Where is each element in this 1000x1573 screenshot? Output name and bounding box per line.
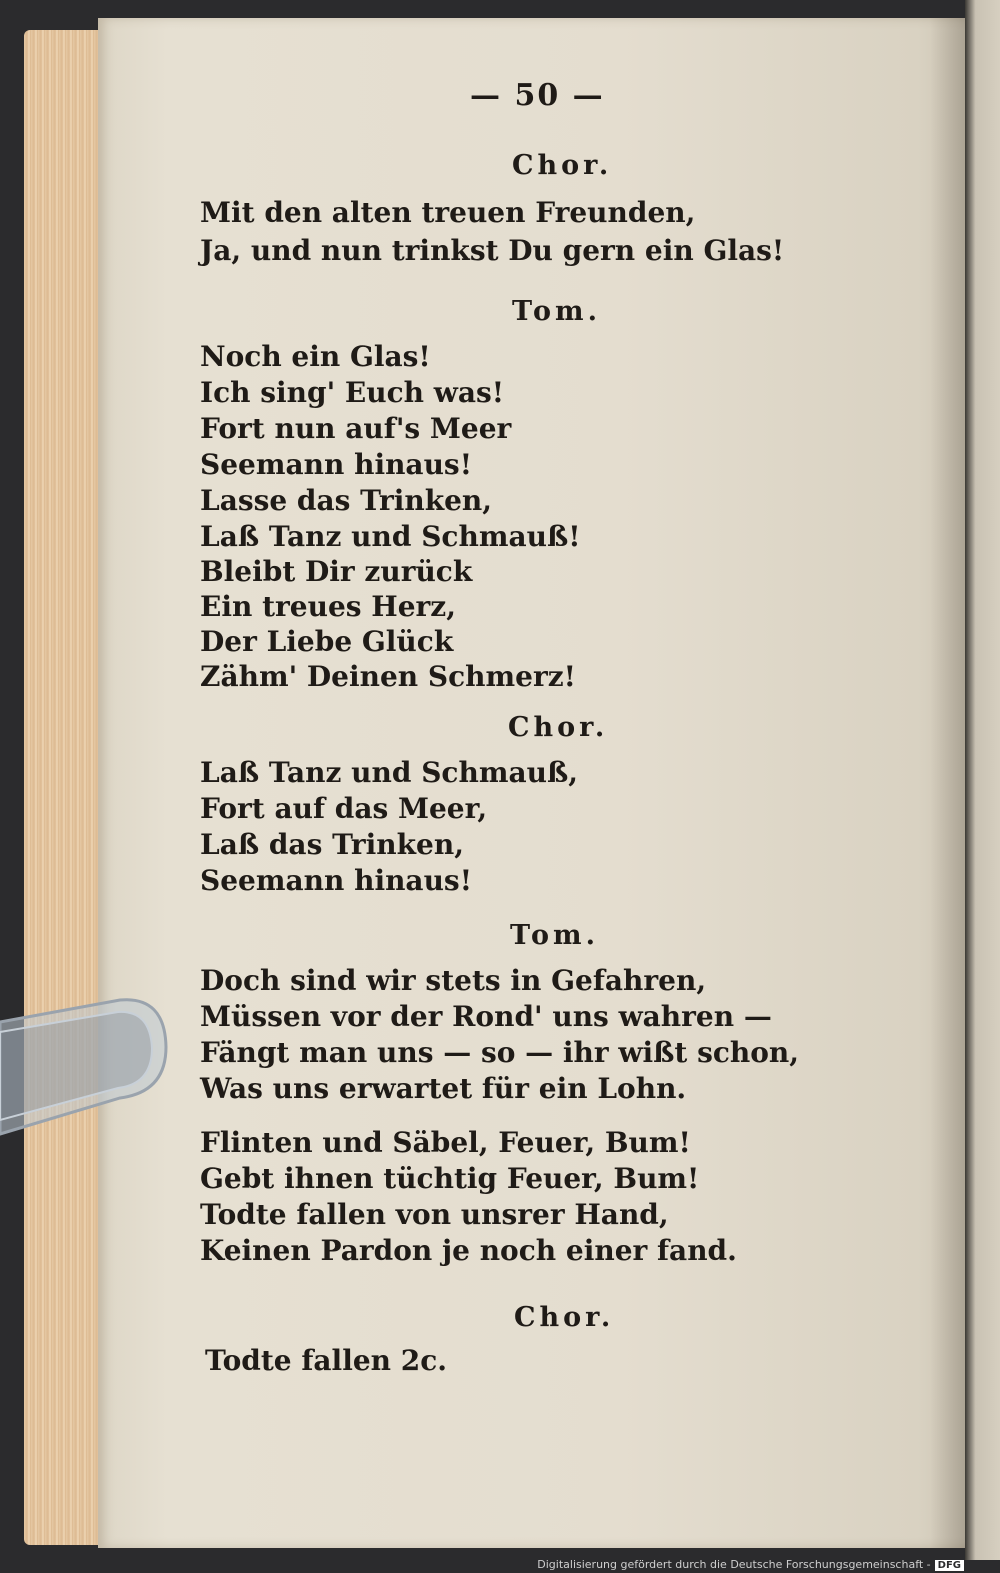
credit-text: Digitalisierung gefördert durch die Deutsche Forschungsgemeinschaft - [537, 1558, 931, 1571]
facing-page-edge [965, 0, 1000, 1560]
verse-line: Noch ein Glas! [200, 340, 431, 373]
verse-line: Laß Tanz und Schmauß, [200, 756, 578, 789]
page-clip [0, 992, 170, 1142]
verse-line: Fängt man uns — so — ihr wißt schon, [200, 1036, 800, 1069]
verse-line: Müssen vor der Rond' uns wahren — [200, 1000, 772, 1033]
verse-line: Ein treues Herz, [200, 590, 456, 623]
speaker-heading: Chor. [514, 1302, 615, 1333]
verse-line: Bleibt Dir zurück [200, 555, 473, 588]
verse-line: Ja, und nun trinkst Du gern ein Glas! [200, 234, 785, 267]
verse-line: Doch sind wir stets in Gefahren, [200, 964, 707, 997]
page-number: — 50 — [470, 78, 605, 113]
verse-line: Seemann hinaus! [200, 448, 472, 481]
speaker-heading: Tom. [512, 296, 601, 327]
verse-line: Seemann hinaus! [200, 864, 472, 897]
verse-line: Keinen Pardon je noch einer fand. [200, 1234, 737, 1267]
speaker-heading: Chor. [512, 150, 613, 181]
verse-line: Todte fallen 2c. [205, 1344, 448, 1377]
verse-line: Fort nun auf's Meer [200, 412, 512, 445]
verse-line: Mit den alten treuen Freunden, [200, 196, 696, 229]
dfg-logo: DFG [935, 1560, 964, 1571]
verse-line: Was uns erwartet für ein Lohn. [200, 1072, 687, 1105]
verse-line: Zähm' Deinen Schmerz! [200, 660, 576, 693]
verse-line: Fort auf das Meer, [200, 792, 488, 825]
page-gutter [930, 18, 970, 1548]
verse-line: Flinten und Säbel, Feuer, Bum! [200, 1126, 691, 1159]
verse-line: Der Liebe Glück [200, 625, 454, 658]
digitization-credit [537, 1558, 964, 1571]
verse-line: Laß Tanz und Schmauß! [200, 520, 581, 553]
verse-line: Lasse das Trinken, [200, 484, 493, 517]
speaker-heading: Chor. [508, 712, 609, 743]
verse-line: Ich sing' Euch was! [200, 376, 505, 409]
verse-line: Todte fallen von unsrer Hand, [200, 1198, 669, 1231]
speaker-heading: Tom. [510, 920, 599, 951]
verse-line: Laß das Trinken, [200, 828, 464, 861]
verse-line: Gebt ihnen tüchtig Feuer, Bum! [200, 1162, 700, 1195]
